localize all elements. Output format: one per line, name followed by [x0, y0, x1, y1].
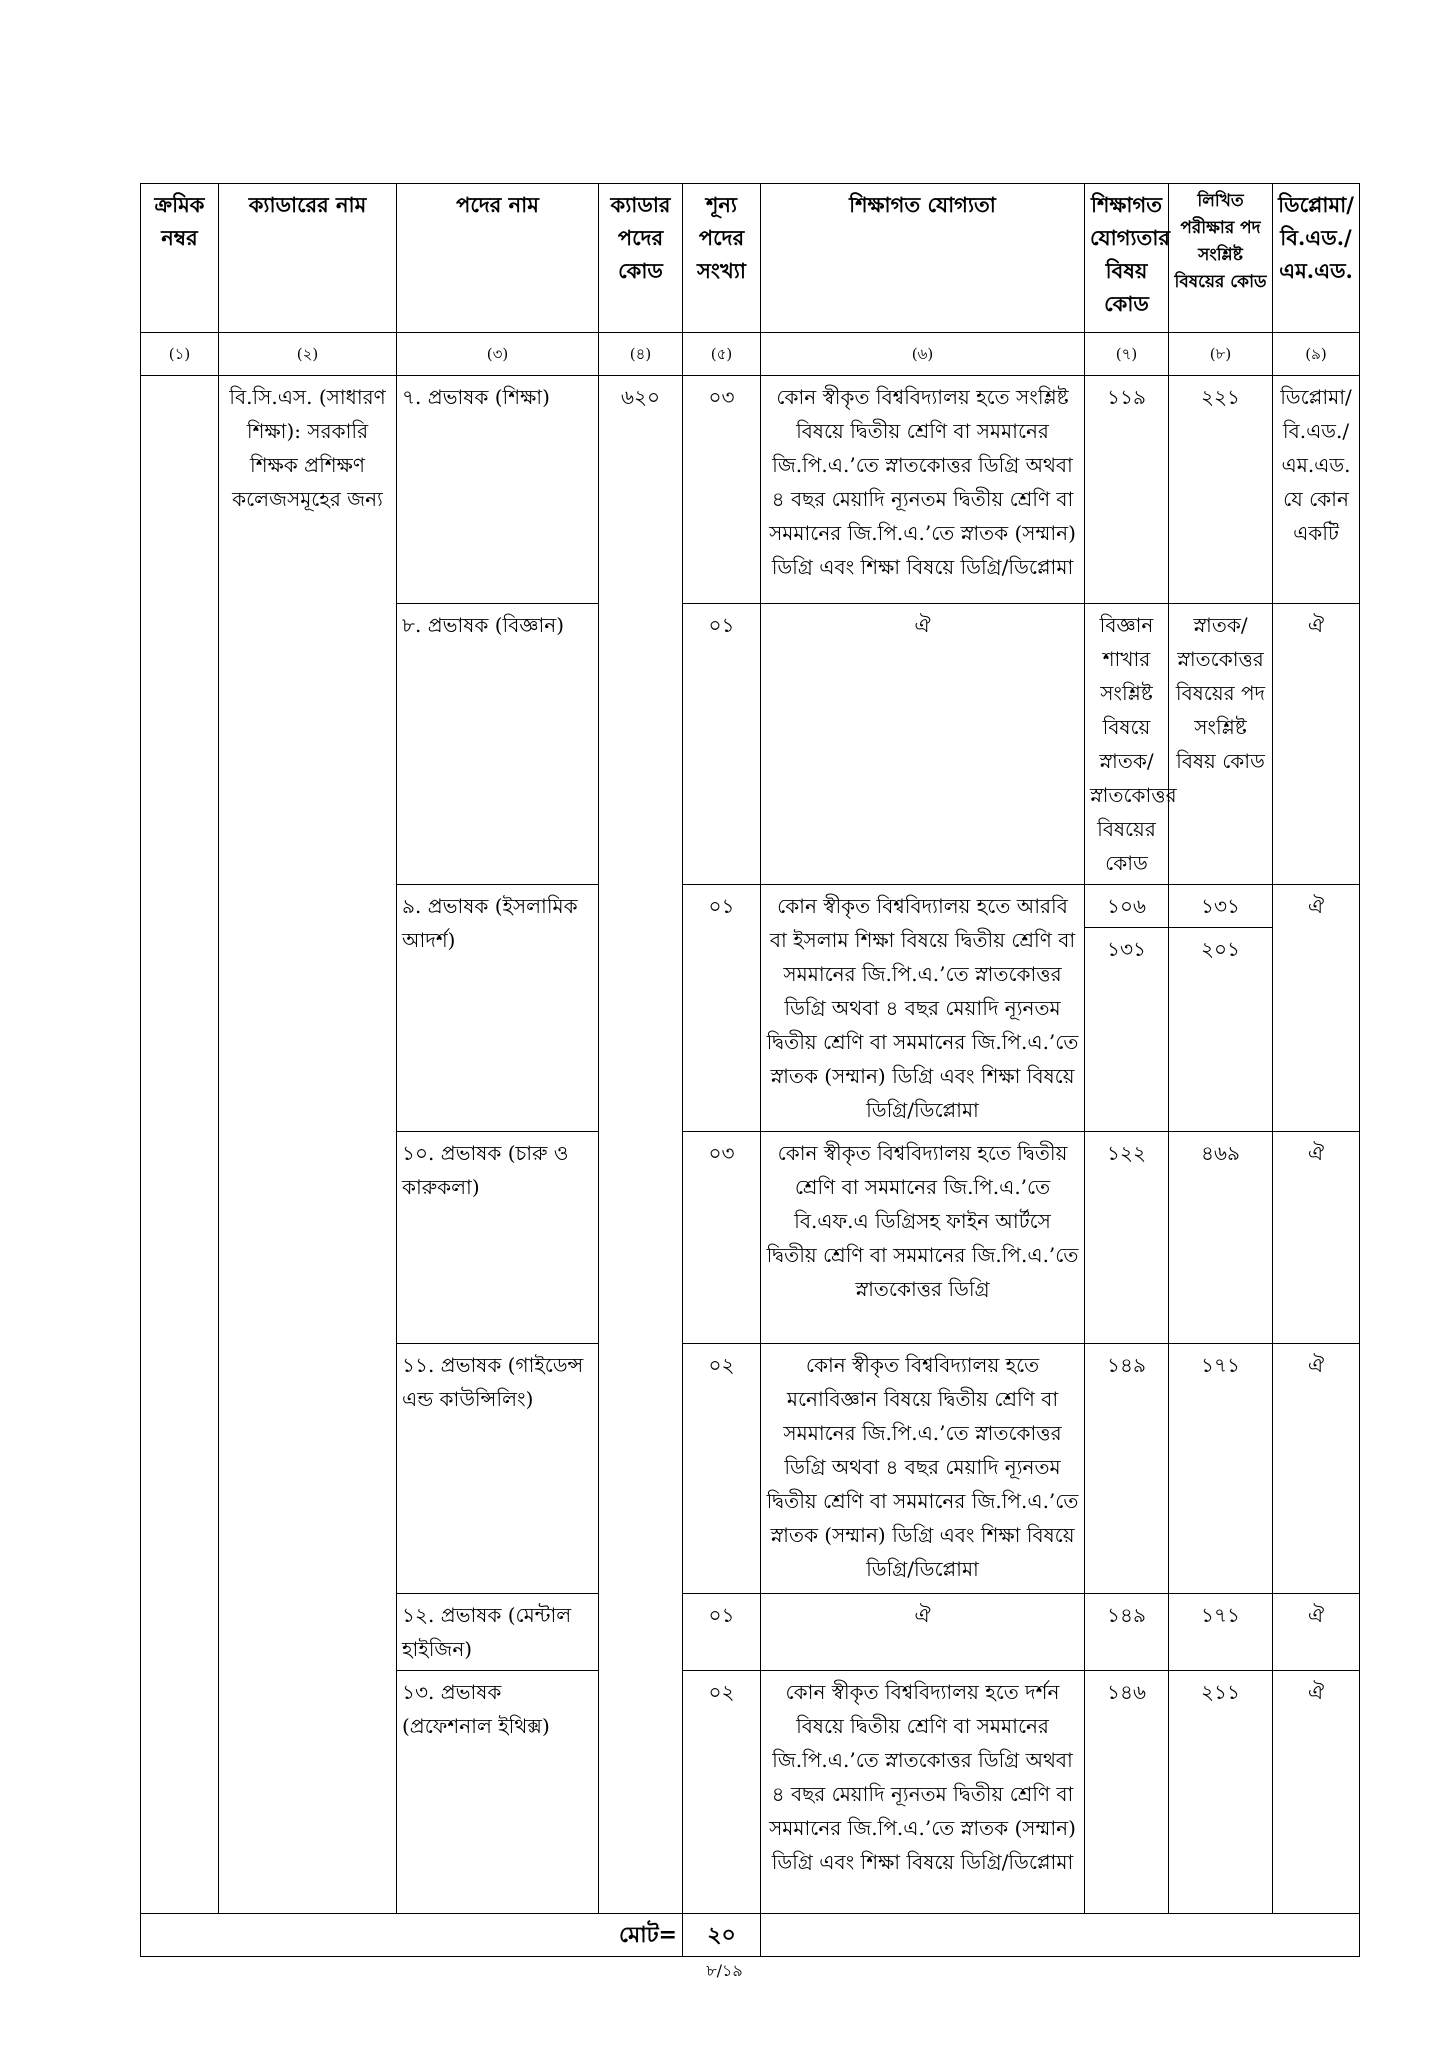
subject-code: ১৪৯ — [1085, 1594, 1169, 1671]
vacant-count: ০৩ — [683, 376, 761, 604]
column-number-row — [141, 333, 1360, 376]
diploma: ঐ — [1273, 604, 1360, 885]
exam-code: স্নাতক/ স্নাতকোত্তর বিষয়ের পদ সংশ্লিষ্ট বিষয় কোড — [1169, 604, 1273, 885]
qualification: কোন স্বীকৃত বিশ্ববিদ্যালয় হতে দর্শন বিষয়ে দ্বিতীয় শ্রেণি বা সমমানের জি.পি.এ.’তে স্নাতকোত্তর ডিগ্রি অথবা ৪ বছর মেয়াদি ন্যূনতম দ্বিতীয় শ্রেণি বা সমমানের জি.পি.এ.’তে স্নাতক (সম্মান) ডিগ্রি এবং শিক্ষা বিষয়ে ডিগ্রি/ডিপ্লোমা — [761, 1671, 1085, 1914]
diploma: ঐ — [1273, 1132, 1360, 1344]
post-name: ১০. প্রভাষক (চারু ও কারুকলা) — [397, 1132, 599, 1344]
table-row — [141, 376, 1360, 604]
subject-code: ১২২ — [1085, 1132, 1169, 1344]
column-number: (৩) — [397, 333, 599, 376]
exam-code: ১৭১ — [1169, 1344, 1273, 1594]
column-number: (৭) — [1085, 333, 1169, 376]
exam-code: ২০১ — [1201, 937, 1240, 961]
qualification: কোন স্বীকৃত বিশ্ববিদ্যালয় হতে দ্বিতীয় শ্রেণি বা সমমানের জি.পি.এ.’তে বি.এফ.এ ডিগ্রিসহ ফাইন আর্টসে দ্বিতীয় শ্রেণি বা সমমানের জি.পি.এ.’তে স্নাতকোত্তর ডিগ্রি — [761, 1132, 1085, 1344]
column-number: (২) — [219, 333, 397, 376]
diploma: ঐ — [1273, 885, 1360, 1132]
post-name: ৮. প্রভাষক (বিজ্ঞান) — [397, 604, 599, 885]
exam-code: ১৭১ — [1169, 1594, 1273, 1671]
vacant-count: ০৩ — [683, 1132, 761, 1344]
column-number: (৬) — [761, 333, 1085, 376]
cadre-code-cell: ৬২০ — [599, 376, 683, 1914]
column-number: (১) — [141, 333, 219, 376]
qualification: ঐ — [761, 1594, 1085, 1671]
subject-code: ১১৯ — [1085, 376, 1169, 604]
vacant-count: ০২ — [683, 1344, 761, 1594]
qualification: ঐ — [761, 604, 1085, 885]
qualification: কোন স্বীকৃত বিশ্ববিদ্যালয় হতে মনোবিজ্ঞান বিষয়ে দ্বিতীয় শ্রেণি বা সমমানের জি.পি.এ.’তে স্নাতকোত্তর ডিগ্রি অথবা ৪ বছর মেয়াদি ন্যূনতম দ্বিতীয় শ্রেণি বা সমমানের জি.পি.এ.’তে স্নাতক (সম্মান) ডিগ্রি এবং শিক্ষা বিষয়ে ডিগ্রি/ডিপ্লোমা — [761, 1344, 1085, 1594]
exam-code-split — [1169, 885, 1273, 1132]
subject-code: ১৪৯ — [1085, 1344, 1169, 1594]
exam-code: ২২১ — [1169, 376, 1273, 604]
serial-cell — [141, 376, 219, 1914]
column-number: (৫) — [683, 333, 761, 376]
header-cadre-post-code: ক্যাডার পদের কোড — [599, 184, 683, 333]
exam-code: ৪৬৯ — [1169, 1132, 1273, 1344]
subject-code: বিজ্ঞান শাখার সংশ্লিষ্ট বিষয়ে স্নাতক/ স্নাতকোত্তর বিষয়ের কোড — [1085, 604, 1169, 885]
total-value: ২০ — [683, 1914, 761, 1957]
vacant-count: ০১ — [683, 885, 761, 1132]
post-name: ৯. প্রভাষক (ইসলামিক আদর্শ) — [397, 885, 599, 1132]
header-serial: ক্রমিক নম্বর — [141, 184, 219, 333]
subject-code: ১৪৬ — [1085, 1671, 1169, 1914]
post-name: ১৩. প্রভাষক (প্রফেশনাল ইথিক্স) — [397, 1671, 599, 1914]
vacant-count: ০২ — [683, 1671, 761, 1914]
header-edu-subject-code: শিক্ষাগত যোগ্যতার বিষয় কোড — [1085, 184, 1169, 333]
header-row — [141, 184, 1360, 333]
header-edu-qualification: শিক্ষাগত যোগ্যতা — [761, 184, 1085, 333]
column-number: (৪) — [599, 333, 683, 376]
total-label: মোট= — [141, 1914, 683, 1957]
post-name: ৭. প্রভাষক (শিক্ষা) — [397, 376, 599, 604]
header-vacant-posts: শূন্য পদের সংখ্যা — [683, 184, 761, 333]
header-post-name: পদের নাম — [397, 184, 599, 333]
diploma: ডিপ্লোমা/ বি.এড./ এম.এড. যে কোন একটি — [1273, 376, 1360, 604]
subject-code-split — [1085, 885, 1169, 1132]
vacant-count: ০১ — [683, 604, 761, 885]
column-number: (৮) — [1169, 333, 1273, 376]
column-number: (৯) — [1273, 333, 1360, 376]
post-name: ১১. প্রভাষক (গাইডেন্স এন্ড কাউন্সিলিং) — [397, 1344, 599, 1594]
recruitment-table — [140, 183, 1360, 1957]
exam-code: ২১১ — [1169, 1671, 1273, 1914]
header-written-exam-code: লিখিত পরীক্ষার পদ সংশ্লিষ্ট বিষয়ের কোড — [1169, 184, 1273, 333]
header-diploma: ডিপ্লোমা/ বি.এড./ এম.এড. — [1273, 184, 1360, 333]
diploma: ঐ — [1273, 1594, 1360, 1671]
total-row — [141, 1914, 1360, 1957]
subject-code: ১৩১ — [1107, 937, 1146, 961]
page-number: ৮/১৯ — [706, 1961, 743, 1980]
diploma: ঐ — [1273, 1671, 1360, 1914]
vacant-count: ০১ — [683, 1594, 761, 1671]
total-blank — [761, 1914, 1360, 1957]
qualification: কোন স্বীকৃত বিশ্ববিদ্যালয় হতে সংশ্লিষ্ট বিষয়ে দ্বিতীয় শ্রেণি বা সমমানের জি.পি.এ.’তে স্নাতকোত্তর ডিগ্রি অথবা ৪ বছর মেয়াদি ন্যূনতম দ্বিতীয় শ্রেণি বা সমমানের জি.পি.এ.’তে স্নাতক (সম্মান) ডিগ্রি এবং শিক্ষা বিষয়ে ডিগ্রি/ডিপ্লোমা — [761, 376, 1085, 604]
subject-code: ১০৬ — [1085, 885, 1168, 928]
cadre-name-cell: বি.সি.এস. (সাধারণ শিক্ষা): সরকারি শিক্ষক প্রশিক্ষণ কলেজসমূহের জন্য — [219, 376, 397, 1914]
post-name: ১২. প্রভাষক (মেন্টাল হাইজিন) — [397, 1594, 599, 1671]
diploma: ঐ — [1273, 1344, 1360, 1594]
qualification: কোন স্বীকৃত বিশ্ববিদ্যালয় হতে আরবি বা ইসলাম শিক্ষা বিষয়ে দ্বিতীয় শ্রেণি বা সমমানের জি.পি.এ.’তে স্নাতকোত্তর ডিগ্রি অথবা ৪ বছর মেয়াদি ন্যূনতম দ্বিতীয় শ্রেণি বা সমমানের জি.পি.এ.’তে স্নাতক (সম্মান) ডিগ্রি এবং শিক্ষা বিষয়ে ডিগ্রি/ডিপ্লোমা — [761, 885, 1085, 1132]
header-cadre-name: ক্যাডারের নাম — [219, 184, 397, 333]
exam-code: ১৩১ — [1169, 885, 1272, 928]
